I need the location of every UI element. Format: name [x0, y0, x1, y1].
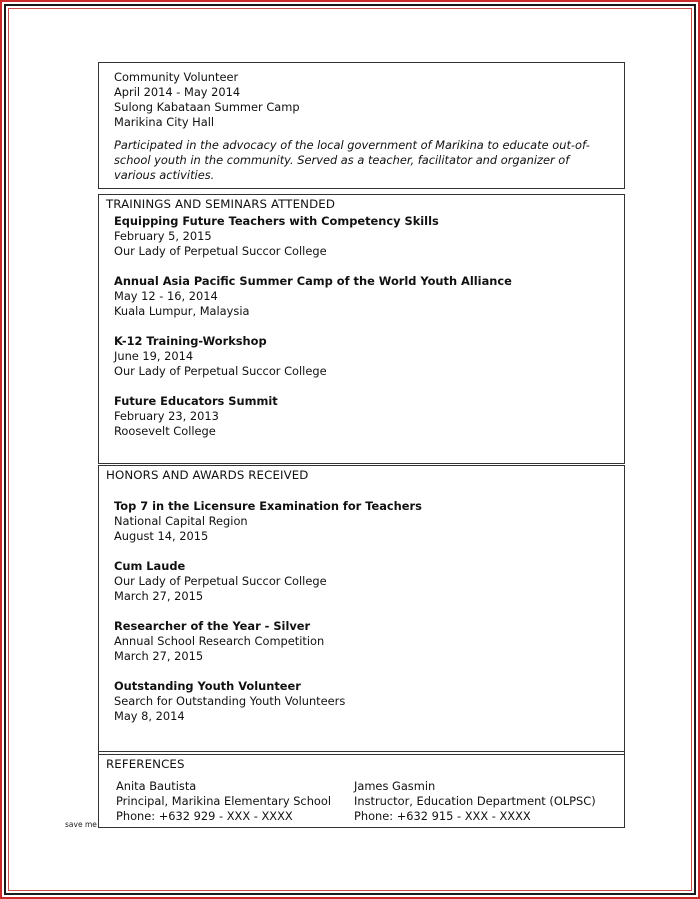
honor-date: March 27, 2015: [114, 589, 204, 603]
honor-detail: Annual School Research Competition: [114, 634, 325, 648]
training-name: K-12 Training-Workshop: [114, 334, 267, 348]
volunteer-dates: April 2014 - May 2014: [114, 85, 241, 99]
resume-page: [12, 12, 688, 887]
watermark-text: save me: [65, 820, 97, 829]
reference-person: [116, 779, 331, 824]
training-place: Our Lady of Perpetual Succor College: [114, 364, 327, 378]
honor-detail: National Capital Region: [114, 514, 248, 528]
honor-name: Top 7 in the Licensure Examination for Teachers: [114, 499, 422, 513]
training-date: May 12 - 16, 2014: [114, 289, 218, 303]
honor-item: [114, 559, 327, 604]
volunteer-section: [98, 62, 625, 189]
references-section: [98, 751, 625, 828]
trainings-section: [98, 194, 625, 464]
training-name: Future Educators Summit: [114, 394, 278, 408]
training-item: [114, 334, 327, 379]
training-date: June 19, 2014: [114, 349, 194, 363]
training-place: Our Lady of Perpetual Succor College: [114, 244, 327, 258]
training-item: [114, 394, 278, 439]
training-date: February 5, 2015: [114, 229, 212, 243]
references-title: REFERENCES: [106, 757, 185, 771]
volunteer-description: Participated in the advocacy of the local government of Marikina to educate out-of-school youth in the community. Served as a teacher, facilitator and organizer of various activities.: [114, 138, 590, 182]
volunteer-place: Marikina City Hall: [114, 115, 215, 129]
honor-date: May 8, 2014: [114, 709, 185, 723]
reference-name: James Gasmin: [354, 779, 436, 793]
training-item: [114, 214, 439, 259]
volunteer-role: Community Volunteer: [114, 70, 239, 84]
honor-name: Cum Laude: [114, 559, 186, 573]
training-name: Equipping Future Teachers with Competency Skills: [114, 214, 439, 228]
reference-position: Instructor, Education Department (OLPSC): [354, 794, 596, 808]
honors-section: [98, 465, 625, 755]
reference-phone: Phone: +632 929 - XXX - XXXX: [116, 809, 293, 823]
honor-detail: Search for Outstanding Youth Volunteers: [114, 694, 346, 708]
honor-name: Outstanding Youth Volunteer: [114, 679, 301, 693]
honor-item: [114, 679, 345, 724]
trainings-title: TRAININGS AND SEMINARS ATTENDED: [106, 197, 335, 211]
honor-detail: Our Lady of Perpetual Succor College: [114, 574, 327, 588]
reference-name: Anita Bautista: [116, 779, 197, 793]
training-place: Kuala Lumpur, Malaysia: [114, 304, 250, 318]
honor-date: August 14, 2015: [114, 529, 209, 543]
honor-item: [114, 499, 422, 544]
honor-name: Researcher of the Year - Silver: [114, 619, 311, 633]
honor-item: [114, 619, 324, 664]
reference-phone: Phone: +632 915 - XXX - XXXX: [354, 809, 531, 823]
honor-date: March 27, 2015: [114, 649, 204, 663]
honors-title: HONORS AND AWARDS RECEIVED: [106, 468, 309, 482]
volunteer-entry: [114, 70, 604, 183]
training-date: February 23, 2013: [114, 409, 219, 423]
training-name: Annual Asia Pacific Summer Camp of the World Youth Alliance: [114, 274, 512, 288]
training-place: Roosevelt College: [114, 424, 216, 438]
reference-person: [354, 779, 596, 824]
reference-position: Principal, Marikina Elementary School: [116, 794, 332, 808]
volunteer-program: Sulong Kabataan Summer Camp: [114, 100, 300, 114]
training-item: [114, 274, 512, 319]
